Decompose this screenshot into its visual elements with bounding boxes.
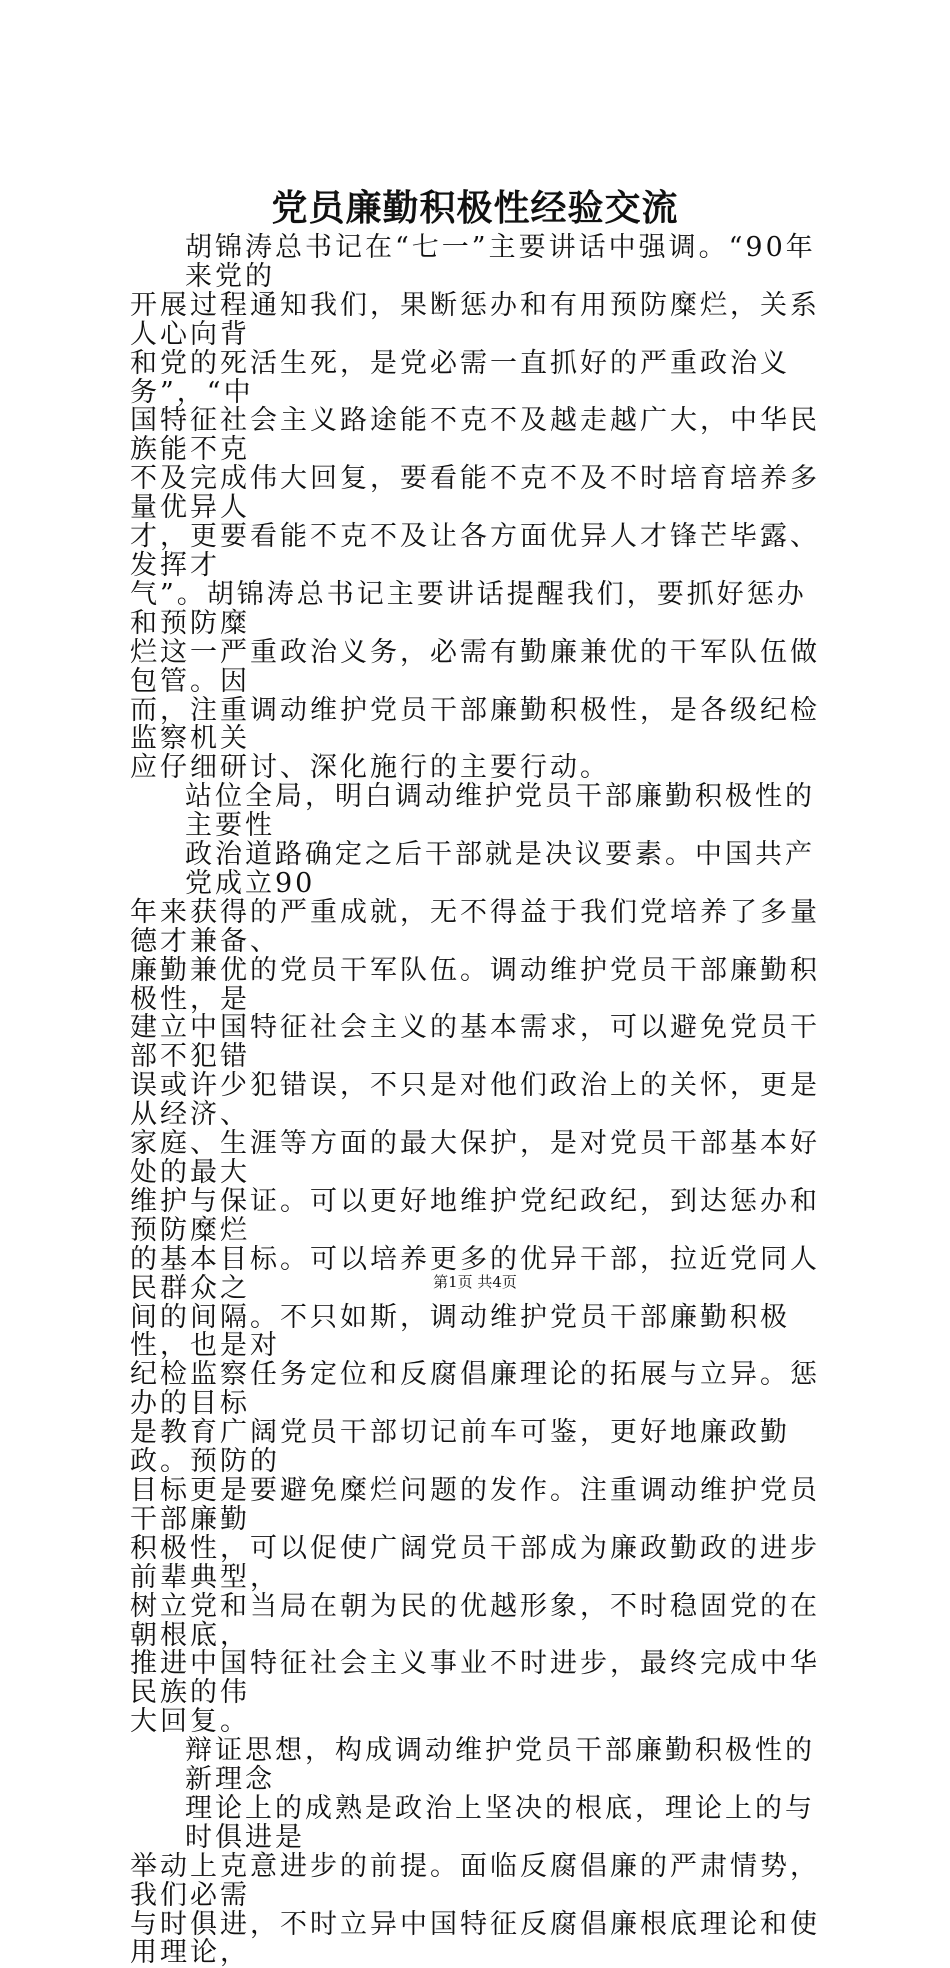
text-line: 与时俱进，不时立异中国特征反腐倡廉根底理论和使用理论， (130, 1908, 820, 1968)
paragraph (130, 234, 835, 783)
text-line: 目标更是要避免糜烂问题的发作。注重调动维护党员干部廉勤 (130, 1474, 820, 1535)
text-line: 家庭、生涯等方面的最大保护，是对党员干部基本好处的最大 (130, 1128, 820, 1188)
text-line: 烂这一严重政治义务，必需有勤廉兼优的干军队伍做包管。因 (130, 636, 820, 697)
text-line: 间的间隔。不只如斯，调动维护党员干部廉勤积极性，也是对 (130, 1301, 790, 1362)
text-line: 举动上克意进步的前提。面临反腐倡廉的严肃情势，我们必需 (130, 1850, 820, 1911)
page-footer: 第1页 共4页 (433, 1273, 517, 1291)
text-line: 开展过程通知我们，果断惩办和有用预防糜烂，关系人心向背 (130, 289, 820, 350)
text-line: 胡锦涛总书记在“七一”主要讲话中强调。“90年来党的 (185, 232, 816, 292)
text-line: 积极性，可以促使广阔党员干部成为廉政勤政的进步前辈典型， (130, 1532, 820, 1593)
text-line: 建立中国特征社会主义的基本需求，可以避免党员干部不犯错 (130, 1012, 820, 1073)
text-line: 气”。胡锦涛总书记主要讲话提醒我们，要抓好惩办和预防糜 (130, 578, 807, 639)
text-line: 维护与保证。可以更好地维护党纪政纪，到达惩办和预防糜烂 (130, 1185, 820, 1246)
text-line: 辩证思想，构成调动维护党员干部廉勤积极性的新理念 (185, 1735, 815, 1796)
text-line: 是教育广阔党员干部切记前车可鉴，更好地廉政勤政。预防的 (130, 1417, 790, 1478)
text-line: 推进中国特征社会主义事业不时进步，最终完成中华民族的伟 (130, 1648, 820, 1709)
text-line: 国特征社会主义路途能不克不及越走越广大，中华民族能不克 (130, 405, 820, 466)
document-title: 党员廉勤积极性经验交流 (271, 187, 679, 229)
text-line: 不及完成伟大回复，要看能不克不及不时培育培养多量优异人 (130, 463, 820, 524)
paragraph (130, 1792, 835, 1968)
text-line: 理论上的成熟是政治上坚决的根底，理论上的与时俱进是 (185, 1792, 815, 1853)
text-line: 的基本目标。可以培养更多的优异干部，拉近党同人民群众之 (130, 1243, 820, 1304)
text-line: 站位全局，明白调动维护党员干部廉勤积极性的主要性 (185, 781, 815, 842)
text-line: 树立党和当局在朝为民的优越形象，不时稳固党的在朝根底， (130, 1590, 820, 1651)
section-heading (130, 783, 835, 841)
text-line: 而，注重调动维护党员干部廉勤积极性，是各级纪检监察机关 (130, 694, 820, 755)
text-line: 才，更要看能不克不及让各方面优异人才锋芒毕露、发挥才 (130, 521, 820, 581)
text-line: 应仔细研讨、深化施行的主要行动。 (130, 752, 610, 784)
text-line: 纪检监察任务定位和反腐倡廉理论的拓展与立异。惩办的目标 (130, 1359, 820, 1420)
document-body (130, 234, 835, 1968)
text-line: 年来获得的严重成就，无不得益于我们党培养了多量德才兼备、 (130, 896, 820, 957)
text-line: 大回复。 (130, 1706, 250, 1738)
text-line: 误或许少犯错误，不只是对他们政治上的关怀，更是从经济、 (130, 1070, 820, 1131)
text-line: 廉勤兼优的党员干军队伍。调动维护党员干部廉勤积极性，是 (130, 954, 820, 1015)
text-line: 和党的死活生死，是党必需一直抓好的严重政治义务”，“中 (130, 347, 790, 408)
section-heading (130, 1737, 835, 1795)
text-line: 政治道路确定之后干部就是决议要素。中国共产党成立90 (185, 839, 815, 899)
